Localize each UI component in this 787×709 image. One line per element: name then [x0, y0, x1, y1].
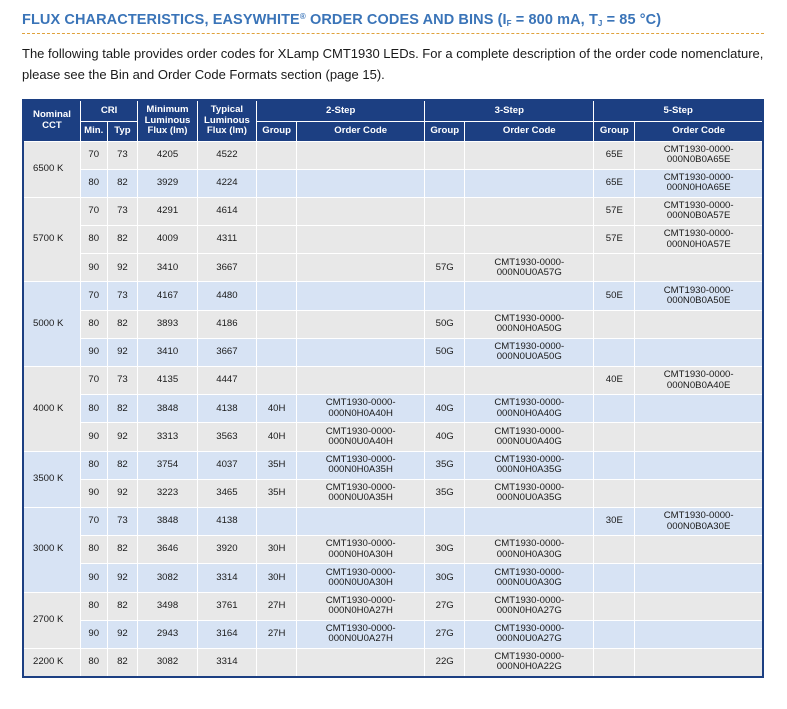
step3-order-code-cell: CMT1930-0000-000N0U0A27G: [465, 620, 594, 648]
typ-flux-cell: 4037: [197, 451, 256, 479]
table-row: [23, 395, 763, 423]
typ-flux-cell: 4614: [197, 197, 256, 225]
step3-order-code-cell: CMT1930-0000-000N0H0A35G: [465, 451, 594, 479]
step2-group-cell: [257, 338, 297, 366]
table-row: [23, 423, 763, 451]
min-flux-cell: 3082: [138, 648, 197, 677]
table-row: [23, 141, 763, 169]
nominal-cct-cell: 2200 K: [23, 648, 80, 677]
cri-typ-cell: 73: [107, 141, 138, 169]
min-flux-cell: 3646: [138, 536, 197, 564]
table-row: [23, 338, 763, 366]
step3-order-code-cell: [465, 226, 594, 254]
min-flux-cell: 4291: [138, 197, 197, 225]
table-row: [23, 620, 763, 648]
typ-flux-cell: 3164: [197, 620, 256, 648]
step2-group-cell: 30H: [257, 536, 297, 564]
cri-typ-cell: 82: [107, 451, 138, 479]
step3-group-cell: 30G: [425, 564, 465, 592]
nominal-cct-cell: 6500 K: [23, 141, 80, 197]
cri-typ-cell: 82: [107, 310, 138, 338]
step5-order-code-cell: [635, 536, 763, 564]
step3-group-cell: [425, 367, 465, 395]
step5-order-code-cell: [635, 451, 763, 479]
step5-group-cell: [594, 451, 635, 479]
step5-group-cell: 57E: [594, 197, 635, 225]
cri-min-cell: 80: [80, 226, 107, 254]
min-flux-cell: 3498: [138, 592, 197, 620]
min-flux-cell: 4167: [138, 282, 197, 310]
step3-group-cell: [425, 226, 465, 254]
min-flux-cell: 3410: [138, 254, 197, 282]
table-row: [23, 507, 763, 535]
cri-min-cell: 90: [80, 479, 107, 507]
cri-typ-cell: 92: [107, 564, 138, 592]
section-heading: FLUX CHARACTERISTICS, EASYWHITE® ORDER CODES AND BINS ($I_F = 800$ mA, $T_J = 85$ °C): [22, 12, 764, 34]
step3-order-code-cell: CMT1930-0000-000N0H0A30G: [465, 536, 594, 564]
step5-order-code-cell: [635, 648, 763, 677]
step2-order-code-cell: CMT1930-0000-000N0U0A30H: [297, 564, 425, 592]
typ-flux-cell: 4138: [197, 507, 256, 535]
min-flux-cell: 3848: [138, 507, 197, 535]
step3-group-cell: 27G: [425, 620, 465, 648]
step3-group-cell: 27G: [425, 592, 465, 620]
step3-order-code-cell: [465, 169, 594, 197]
cri-typ-cell: 92: [107, 479, 138, 507]
step5-group-cell: [594, 564, 635, 592]
intro-paragraph: The following table provides order codes for XLamp CMT1930 LEDs. For a complete description of the order code nomenclature, please see the Bin and Order Code Formats section (page 15).: [22, 46, 764, 82]
table-row: [23, 197, 763, 225]
step3-order-code-cell: [465, 507, 594, 535]
cri-typ-cell: 92: [107, 254, 138, 282]
step5-order-code-cell: [635, 254, 763, 282]
cri-typ-cell: 92: [107, 423, 138, 451]
step2-order-code-cell: [297, 507, 425, 535]
step2-order-code-cell: CMT1930-0000-000N0U0A40H: [297, 423, 425, 451]
typ-flux-cell: 3667: [197, 254, 256, 282]
cri-min-cell: 80: [80, 536, 107, 564]
cri-typ-cell: 92: [107, 620, 138, 648]
step5-order-code-cell: CMT1930-0000-000N0H0A57E: [635, 226, 763, 254]
cri-min-cell: 90: [80, 620, 107, 648]
cri-typ-cell: 92: [107, 338, 138, 366]
step2-order-code-cell: [297, 197, 425, 225]
cri-min-cell: 80: [80, 310, 107, 338]
step2-order-code-cell: [297, 367, 425, 395]
table-row: [23, 479, 763, 507]
cri-min-cell: 70: [80, 197, 107, 225]
step3-group-cell: 22G: [425, 648, 465, 677]
step3-group-cell: 35G: [425, 451, 465, 479]
typ-flux-cell: 3920: [197, 536, 256, 564]
cri-min-cell: 90: [80, 423, 107, 451]
step2-order-code-cell: [297, 310, 425, 338]
table-row: [23, 564, 763, 592]
step2-order-code-cell: CMT1930-0000-000N0H0A40H: [297, 395, 425, 423]
typ-flux-cell: 3314: [197, 564, 256, 592]
step5-order-code-cell: [635, 592, 763, 620]
min-flux-cell: 3223: [138, 479, 197, 507]
step5-order-code-cell: CMT1930-0000-000N0B0A50E: [635, 282, 763, 310]
step5-order-code-cell: [635, 310, 763, 338]
cri-typ-cell: 82: [107, 592, 138, 620]
step3-group-cell: 50G: [425, 338, 465, 366]
typ-flux-cell: 4522: [197, 141, 256, 169]
cri-min-cell: 80: [80, 451, 107, 479]
step3-group-cell: 50G: [425, 310, 465, 338]
step5-group-cell: 40E: [594, 367, 635, 395]
step2-group-cell: [257, 169, 297, 197]
table-row: [23, 310, 763, 338]
step2-order-code-cell: [297, 254, 425, 282]
step2-group-cell: [257, 197, 297, 225]
cri-typ-cell: 73: [107, 367, 138, 395]
table-row: [23, 536, 763, 564]
step2-group-cell: [257, 310, 297, 338]
header-typ-flux: Typical Luminous Flux (lm): [197, 100, 256, 141]
step2-group-cell: [257, 367, 297, 395]
min-flux-cell: 4205: [138, 141, 197, 169]
step3-group-cell: 40G: [425, 423, 465, 451]
step2-group-cell: 35H: [257, 451, 297, 479]
cri-typ-cell: 82: [107, 395, 138, 423]
step2-group-cell: [257, 141, 297, 169]
cri-typ-cell: 73: [107, 197, 138, 225]
step5-group-cell: [594, 423, 635, 451]
cri-min-cell: 90: [80, 564, 107, 592]
typ-flux-cell: 4447: [197, 367, 256, 395]
table-row: [23, 367, 763, 395]
step3-order-code-cell: CMT1930-0000-000N0U0A57G: [465, 254, 594, 282]
step3-order-code-cell: CMT1930-0000-000N0H0A22G: [465, 648, 594, 677]
nominal-cct-cell: 2700 K: [23, 592, 80, 648]
cri-min-cell: 90: [80, 338, 107, 366]
step5-order-code-cell: [635, 620, 763, 648]
header-nominal-cct: Nominal CCT: [23, 100, 80, 141]
nominal-cct-cell: 5700 K: [23, 197, 80, 282]
step5-group-cell: [594, 648, 635, 677]
table-row: [23, 282, 763, 310]
step2-group-cell: [257, 226, 297, 254]
step5-group-cell: [594, 338, 635, 366]
header-cri-typ: Typ: [107, 121, 138, 141]
step2-group-cell: 27H: [257, 620, 297, 648]
step2-order-code-cell: CMT1930-0000-000N0H0A27H: [297, 592, 425, 620]
header-5-step-order-code: Order Code: [635, 121, 763, 141]
step3-order-code-cell: CMT1930-0000-000N0U0A30G: [465, 564, 594, 592]
step5-group-cell: [594, 620, 635, 648]
step2-group-cell: [257, 254, 297, 282]
min-flux-cell: 2943: [138, 620, 197, 648]
cri-typ-cell: 82: [107, 648, 138, 677]
step2-group-cell: 40H: [257, 423, 297, 451]
step3-order-code-cell: [465, 197, 594, 225]
step5-group-cell: 65E: [594, 141, 635, 169]
flux-order-code-table: [22, 99, 764, 678]
cri-min-cell: 90: [80, 254, 107, 282]
min-flux-cell: 4009: [138, 226, 197, 254]
table-row: [23, 226, 763, 254]
header-3-step: 3-Step: [425, 100, 594, 121]
step2-order-code-cell: [297, 226, 425, 254]
step5-group-cell: [594, 536, 635, 564]
typ-flux-cell: 4311: [197, 226, 256, 254]
min-flux-cell: 3893: [138, 310, 197, 338]
step3-group-cell: [425, 169, 465, 197]
step3-group-cell: 40G: [425, 395, 465, 423]
cri-typ-cell: 73: [107, 282, 138, 310]
typ-flux-cell: 3563: [197, 423, 256, 451]
nominal-cct-cell: 3000 K: [23, 507, 80, 592]
cri-typ-cell: 82: [107, 536, 138, 564]
step2-order-code-cell: [297, 282, 425, 310]
header-5-step: 5-Step: [594, 100, 763, 121]
table-row: [23, 169, 763, 197]
step3-group-cell: [425, 282, 465, 310]
step3-group-cell: [425, 507, 465, 535]
step2-order-code-cell: [297, 141, 425, 169]
cri-min-cell: 80: [80, 592, 107, 620]
header-3-step-order-code: Order Code: [465, 121, 594, 141]
step2-group-cell: [257, 648, 297, 677]
cri-typ-cell: 73: [107, 507, 138, 535]
typ-flux-cell: 4186: [197, 310, 256, 338]
typ-flux-cell: 4480: [197, 282, 256, 310]
step3-order-code-cell: CMT1930-0000-000N0H0A50G: [465, 310, 594, 338]
cri-typ-cell: 82: [107, 226, 138, 254]
step2-group-cell: [257, 282, 297, 310]
typ-flux-cell: 3761: [197, 592, 256, 620]
step5-order-code-cell: CMT1930-0000-000N0B0A30E: [635, 507, 763, 535]
step5-order-code-cell: CMT1930-0000-000N0H0A65E: [635, 169, 763, 197]
step5-group-cell: 57E: [594, 226, 635, 254]
step5-group-cell: [594, 395, 635, 423]
cri-min-cell: 70: [80, 507, 107, 535]
cri-min-cell: 70: [80, 141, 107, 169]
step5-group-cell: [594, 479, 635, 507]
step2-order-code-cell: CMT1930-0000-000N0H0A30H: [297, 536, 425, 564]
step5-order-code-cell: CMT1930-0000-000N0B0A57E: [635, 197, 763, 225]
step2-order-code-cell: [297, 338, 425, 366]
step2-group-cell: 35H: [257, 479, 297, 507]
step5-order-code-cell: [635, 338, 763, 366]
step5-order-code-cell: CMT1930-0000-000N0B0A40E: [635, 367, 763, 395]
cri-min-cell: 70: [80, 367, 107, 395]
step2-group-cell: 27H: [257, 592, 297, 620]
step5-group-cell: [594, 310, 635, 338]
step3-order-code-cell: CMT1930-0000-000N0H0A27G: [465, 592, 594, 620]
min-flux-cell: 4135: [138, 367, 197, 395]
header-2-step-order-code: Order Code: [297, 121, 425, 141]
step3-order-code-cell: CMT1930-0000-000N0U0A50G: [465, 338, 594, 366]
step3-group-cell: 57G: [425, 254, 465, 282]
step2-order-code-cell: CMT1930-0000-000N0U0A35H: [297, 479, 425, 507]
typ-flux-cell: 4138: [197, 395, 256, 423]
min-flux-cell: 3313: [138, 423, 197, 451]
step3-group-cell: [425, 197, 465, 225]
header-2-step: 2-Step: [257, 100, 425, 121]
step3-order-code-cell: [465, 282, 594, 310]
min-flux-cell: 3848: [138, 395, 197, 423]
step3-group-cell: 35G: [425, 479, 465, 507]
nominal-cct-cell: 5000 K: [23, 282, 80, 367]
nominal-cct-cell: 3500 K: [23, 451, 80, 507]
min-flux-cell: 3082: [138, 564, 197, 592]
min-flux-cell: 3929: [138, 169, 197, 197]
step3-order-code-cell: CMT1930-0000-000N0U0A40G: [465, 423, 594, 451]
header-cri: CRI: [80, 100, 137, 121]
step3-order-code-cell: [465, 141, 594, 169]
step3-order-code-cell: CMT1930-0000-000N0U0A35G: [465, 479, 594, 507]
step5-group-cell: [594, 254, 635, 282]
step2-order-code-cell: CMT1930-0000-000N0U0A27H: [297, 620, 425, 648]
header-5-step-group: Group: [594, 121, 635, 141]
cri-min-cell: 80: [80, 395, 107, 423]
step5-order-code-cell: CMT1930-0000-000N0B0A65E: [635, 141, 763, 169]
step3-order-code-cell: CMT1930-0000-000N0H0A40G: [465, 395, 594, 423]
min-flux-cell: 3754: [138, 451, 197, 479]
step3-group-cell: 30G: [425, 536, 465, 564]
table-row: [23, 451, 763, 479]
header-min-flux: Minimum Luminous Flux (lm): [138, 100, 197, 141]
step5-group-cell: [594, 592, 635, 620]
step5-group-cell: 65E: [594, 169, 635, 197]
table-body: [23, 141, 763, 677]
table-row: [23, 254, 763, 282]
cri-min-cell: 70: [80, 282, 107, 310]
step5-group-cell: 50E: [594, 282, 635, 310]
step2-order-code-cell: CMT1930-0000-000N0H0A35H: [297, 451, 425, 479]
typ-flux-cell: 3465: [197, 479, 256, 507]
nominal-cct-cell: 4000 K: [23, 367, 80, 452]
cri-min-cell: 80: [80, 648, 107, 677]
step3-order-code-cell: [465, 367, 594, 395]
step5-order-code-cell: [635, 479, 763, 507]
step2-group-cell: [257, 507, 297, 535]
typ-flux-cell: 3314: [197, 648, 256, 677]
step5-order-code-cell: [635, 564, 763, 592]
step5-order-code-cell: [635, 423, 763, 451]
step2-order-code-cell: [297, 648, 425, 677]
header-3-step-group: Group: [425, 121, 465, 141]
typ-flux-cell: 4224: [197, 169, 256, 197]
table-row: [23, 648, 763, 677]
header-cri-min: Min.: [80, 121, 107, 141]
typ-flux-cell: 3667: [197, 338, 256, 366]
cri-typ-cell: 82: [107, 169, 138, 197]
header-2-step-group: Group: [257, 121, 297, 141]
table-row: [23, 592, 763, 620]
step2-group-cell: 30H: [257, 564, 297, 592]
step2-order-code-cell: [297, 169, 425, 197]
min-flux-cell: 3410: [138, 338, 197, 366]
step3-group-cell: [425, 141, 465, 169]
step5-group-cell: 30E: [594, 507, 635, 535]
step5-order-code-cell: [635, 395, 763, 423]
cri-min-cell: 80: [80, 169, 107, 197]
step2-group-cell: 40H: [257, 395, 297, 423]
